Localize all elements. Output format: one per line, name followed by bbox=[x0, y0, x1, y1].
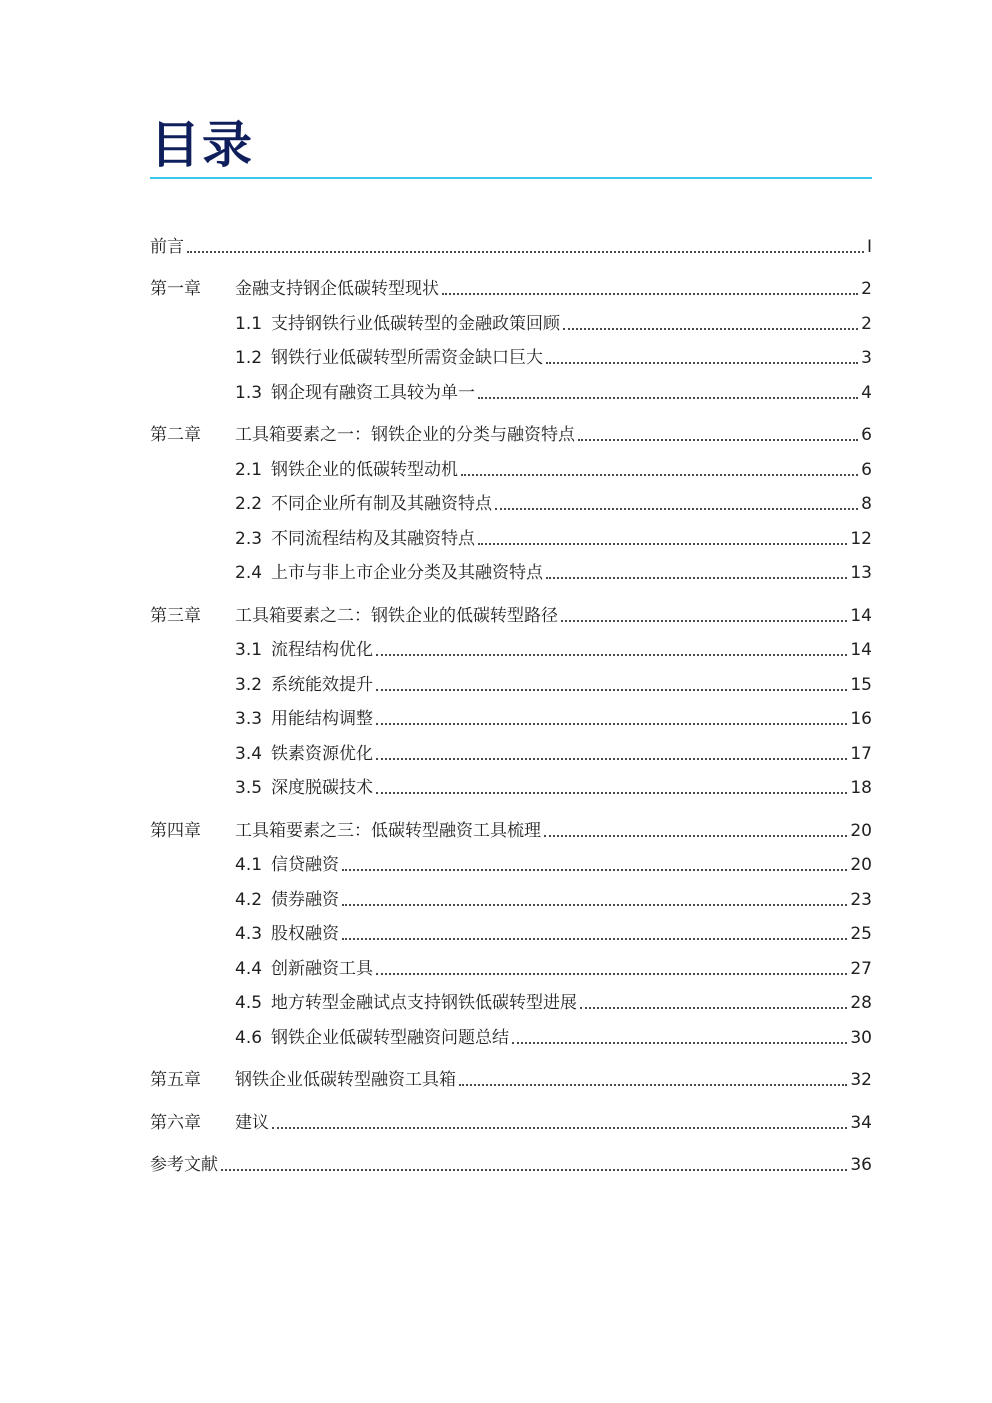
toc-section-entry[interactable] bbox=[235, 380, 872, 406]
toc-page-number: 3 bbox=[861, 348, 872, 368]
toc-page-number: 8 bbox=[861, 494, 872, 514]
toc-entry-number: 2.3 bbox=[235, 529, 263, 549]
toc-page-number: 27 bbox=[850, 959, 872, 979]
toc-chapter-entry[interactable] bbox=[150, 1152, 872, 1178]
toc-entry-number: 4.2 bbox=[235, 890, 263, 910]
toc-section-entry[interactable] bbox=[235, 1025, 872, 1051]
toc-dot-leader bbox=[221, 1169, 847, 1171]
page-title: 目录 bbox=[150, 116, 254, 174]
toc-entry-title: 钢铁行业低碳转型所需资金缺口巨大 bbox=[271, 348, 544, 368]
toc-dot-leader bbox=[442, 293, 858, 295]
toc-dot-leader bbox=[376, 689, 847, 691]
toc-entry-number: 1.1 bbox=[235, 314, 263, 334]
toc-entry-title: 系统能效提升 bbox=[271, 675, 374, 695]
toc-entry-title: 用能结构调整 bbox=[271, 709, 374, 729]
toc-page-number: 18 bbox=[850, 778, 872, 798]
toc-entry-title: 钢企现有融资工具较为单一 bbox=[271, 383, 476, 403]
toc-dot-leader bbox=[342, 938, 847, 940]
toc-dot-leader bbox=[376, 723, 847, 725]
toc-entry-number: 第二章 bbox=[150, 425, 201, 445]
toc-entry-number: 第一章 bbox=[150, 279, 201, 299]
toc-chapter-entry[interactable] bbox=[150, 1110, 872, 1136]
toc-section-entry[interactable] bbox=[235, 956, 872, 982]
toc-chapter-entry[interactable] bbox=[150, 603, 872, 629]
toc-entry-title: 钢铁企业的低碳转型动机 bbox=[271, 460, 459, 480]
toc-chapter-entry[interactable] bbox=[150, 276, 872, 302]
toc-entry-title: 工具箱要素之三：低碳转型融资工具梳理 bbox=[235, 821, 541, 841]
toc-entry-title: 参考文献 bbox=[150, 1155, 218, 1175]
toc-section-entry[interactable] bbox=[235, 491, 872, 517]
toc-entry-number: 2.1 bbox=[235, 460, 263, 480]
toc-chapter-entry[interactable] bbox=[150, 1067, 872, 1093]
toc-page-number: 14 bbox=[850, 606, 872, 626]
toc-dot-leader bbox=[544, 835, 847, 837]
toc-dot-leader bbox=[272, 1127, 847, 1129]
toc-page-number: 14 bbox=[850, 640, 872, 660]
toc-entry-number: 3.1 bbox=[235, 640, 263, 660]
toc-section-entry[interactable] bbox=[235, 457, 872, 483]
toc-page-number: 20 bbox=[850, 855, 872, 875]
toc-page-number: 16 bbox=[850, 709, 872, 729]
toc-page-number: 2 bbox=[861, 314, 872, 334]
toc-chapter-entry[interactable] bbox=[150, 818, 872, 844]
toc-entry-number: 第六章 bbox=[150, 1113, 201, 1133]
toc-page-number: 36 bbox=[850, 1155, 872, 1175]
toc-entry-title: 钢铁企业低碳转型融资工具箱 bbox=[235, 1070, 456, 1090]
toc-page-number: I bbox=[866, 237, 872, 257]
toc-dot-leader bbox=[495, 508, 858, 510]
toc-entry-title: 建议 bbox=[235, 1113, 269, 1133]
toc-page-number: 4 bbox=[861, 383, 872, 403]
toc-section-entry[interactable] bbox=[235, 921, 872, 947]
toc-page-number: 28 bbox=[850, 993, 872, 1013]
toc-entry-number: 3.3 bbox=[235, 709, 263, 729]
toc-page-number: 23 bbox=[850, 890, 872, 910]
toc-dot-leader bbox=[546, 577, 847, 579]
toc-chapter-entry[interactable] bbox=[150, 422, 872, 448]
toc-section-entry[interactable] bbox=[235, 345, 872, 371]
toc-dot-leader bbox=[376, 654, 847, 656]
toc-dot-leader bbox=[561, 620, 847, 622]
toc-section-entry[interactable] bbox=[235, 560, 872, 586]
toc-page-number: 32 bbox=[850, 1070, 872, 1090]
toc-dot-leader bbox=[563, 328, 858, 330]
toc-entry-title: 上市与非上市企业分类及其融资特点 bbox=[271, 563, 544, 583]
toc-entry-title: 深度脱碳技术 bbox=[271, 778, 374, 798]
toc-section-entry[interactable] bbox=[235, 741, 872, 767]
toc-entry-number: 4.4 bbox=[235, 959, 263, 979]
toc-dot-leader bbox=[459, 1084, 847, 1086]
toc-dot-leader bbox=[478, 543, 847, 545]
toc-page-number: 17 bbox=[850, 744, 872, 764]
toc-entry-number: 2.4 bbox=[235, 563, 263, 583]
toc-dot-leader bbox=[342, 904, 847, 906]
toc-entry-title: 钢铁企业低碳转型融资问题总结 bbox=[271, 1028, 510, 1048]
toc-dot-leader bbox=[578, 439, 858, 441]
toc-section-entry[interactable] bbox=[235, 990, 872, 1016]
toc-section-entry[interactable] bbox=[235, 887, 872, 913]
toc-entry-number: 2.2 bbox=[235, 494, 263, 514]
toc-dot-leader bbox=[580, 1007, 847, 1009]
toc-entry-number: 第三章 bbox=[150, 606, 201, 626]
toc-entry-title: 流程结构优化 bbox=[271, 640, 374, 660]
toc-page-number: 6 bbox=[861, 460, 872, 480]
toc-dot-leader bbox=[546, 362, 858, 364]
toc-dot-leader bbox=[478, 397, 858, 399]
toc-section-entry[interactable] bbox=[235, 775, 872, 801]
toc-page-number: 15 bbox=[850, 675, 872, 695]
toc-entry-number: 4.6 bbox=[235, 1028, 263, 1048]
toc-page-number: 6 bbox=[861, 425, 872, 445]
toc-entry-number: 3.4 bbox=[235, 744, 263, 764]
toc-dot-leader bbox=[187, 251, 864, 253]
toc-section-entry[interactable] bbox=[235, 852, 872, 878]
toc-dot-leader bbox=[461, 474, 858, 476]
toc-section-entry[interactable] bbox=[235, 526, 872, 552]
toc-chapter-entry[interactable] bbox=[150, 234, 872, 260]
toc-entry-title: 不同流程结构及其融资特点 bbox=[271, 529, 476, 549]
toc-page-number: 20 bbox=[850, 821, 872, 841]
toc-entry-title: 信贷融资 bbox=[271, 855, 340, 875]
toc-entry-number: 4.5 bbox=[235, 993, 263, 1013]
toc-page-number: 34 bbox=[850, 1113, 872, 1133]
toc-entry-number: 1.3 bbox=[235, 383, 263, 403]
toc-entry-title: 前言 bbox=[150, 237, 184, 257]
toc-dot-leader bbox=[376, 973, 847, 975]
toc-entry-title: 金融支持钢企低碳转型现状 bbox=[235, 279, 439, 299]
toc-entry-title: 工具箱要素之二：钢铁企业的低碳转型路径 bbox=[235, 606, 558, 626]
toc-entry-title: 债券融资 bbox=[271, 890, 340, 910]
toc-section-entry[interactable] bbox=[235, 311, 872, 337]
toc-entry-number: 1.2 bbox=[235, 348, 263, 368]
toc-entry-number: 4.3 bbox=[235, 924, 263, 944]
toc-page-number: 2 bbox=[861, 279, 872, 299]
toc-entry-number: 第五章 bbox=[150, 1070, 201, 1090]
toc-section-entry[interactable] bbox=[235, 637, 872, 663]
toc-section-entry[interactable] bbox=[235, 672, 872, 698]
toc-page-number: 30 bbox=[850, 1028, 872, 1048]
toc-dot-leader bbox=[512, 1042, 847, 1044]
toc-dot-leader bbox=[376, 792, 847, 794]
toc-entry-number: 第四章 bbox=[150, 821, 201, 841]
toc-dot-leader bbox=[376, 758, 847, 760]
toc-page-number: 13 bbox=[850, 563, 872, 583]
toc-page-number: 25 bbox=[850, 924, 872, 944]
toc-entry-title: 工具箱要素之一：钢铁企业的分类与融资特点 bbox=[235, 425, 575, 445]
toc-entry-title: 支持钢铁行业低碳转型的金融政策回顾 bbox=[271, 314, 561, 334]
toc-page-number: 12 bbox=[850, 529, 872, 549]
toc-entry-number: 3.2 bbox=[235, 675, 263, 695]
toc-entry-title: 创新融资工具 bbox=[271, 959, 374, 979]
toc-entry-title: 铁素资源优化 bbox=[271, 744, 374, 764]
toc-entry-number: 3.5 bbox=[235, 778, 263, 798]
toc-section-entry[interactable] bbox=[235, 706, 872, 732]
toc-entry-title: 股权融资 bbox=[271, 924, 340, 944]
toc-dot-leader bbox=[342, 869, 847, 871]
toc-entry-number: 4.1 bbox=[235, 855, 263, 875]
toc-entry-title: 不同企业所有制及其融资特点 bbox=[271, 494, 493, 514]
toc-entry-title: 地方转型金融试点支持钢铁低碳转型进展 bbox=[271, 993, 578, 1013]
